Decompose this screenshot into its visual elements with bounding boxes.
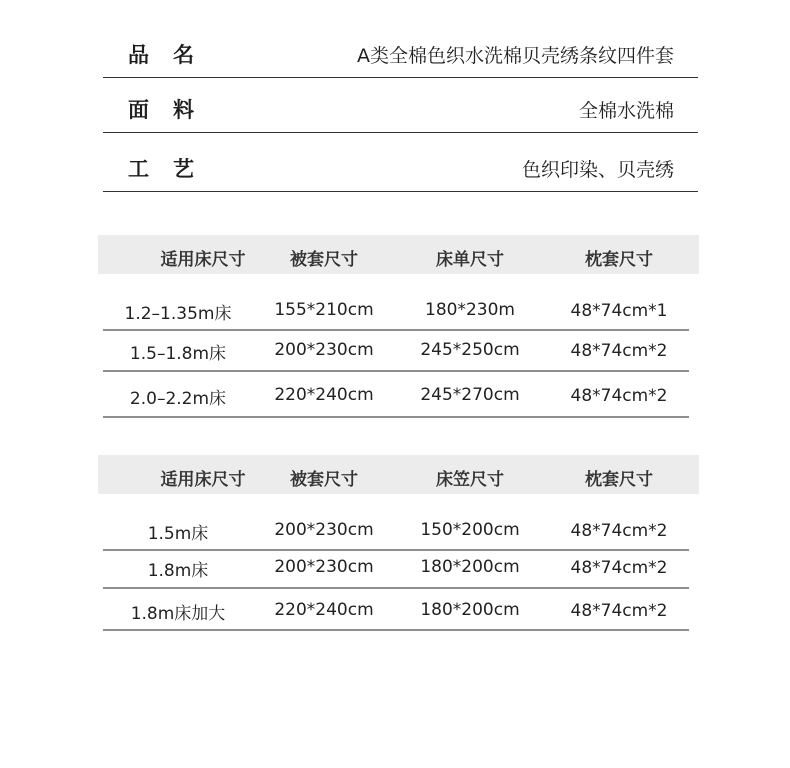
spec-key: 面料 (128, 98, 218, 122)
table-cell: 48*74cm*2 (570, 386, 668, 406)
table-cell: 220*240cm (274, 600, 374, 620)
table-cell: 1.8m床加大 (130, 604, 226, 624)
spec-value: 色织印染、贝壳绣 (521, 159, 674, 181)
spec-row-name (103, 38, 698, 78)
table-cell: 180*230m (425, 300, 515, 320)
table-row (103, 589, 689, 631)
table-cell: 155*210cm (274, 300, 374, 320)
table-cell: 1.8m床 (147, 561, 209, 581)
spec-row-craft (103, 151, 698, 192)
table-row (103, 551, 689, 589)
table-cell: 1.2–1.35m床 (124, 304, 232, 324)
table-cell: 48*74cm*2 (570, 601, 668, 621)
spec-row-fabric (103, 95, 698, 133)
table-cell: 2.0–2.2m床 (129, 389, 227, 409)
header-cell: 被套尺寸 (290, 250, 358, 270)
table-cell: 200*230cm (274, 520, 374, 540)
table-cell: 48*74cm*2 (570, 341, 668, 361)
table-cell: 220*240cm (274, 385, 374, 405)
size-table-sheet (98, 235, 699, 420)
spec-key: 工艺 (128, 157, 218, 181)
table-cell: 200*230cm (274, 557, 374, 577)
spec-value: A类全棉色织水洗棉贝壳绣条纹四件套 (357, 45, 674, 67)
header-cell: 床笠尺寸 (436, 470, 504, 490)
header-cell: 枕套尺寸 (585, 250, 653, 270)
table-cell: 48*74cm*1 (570, 301, 668, 321)
size-table-fitted (98, 455, 699, 635)
table-row (103, 372, 689, 418)
table-row (103, 507, 689, 551)
header-cell: 床单尺寸 (436, 250, 504, 270)
table-cell: 180*200cm (420, 600, 520, 620)
table-cell: 1.5m床 (147, 524, 209, 544)
header-cell: 适用床尺寸 (160, 470, 246, 490)
table-cell: 245*270cm (420, 385, 520, 405)
spec-value: 全棉水洗棉 (578, 100, 674, 122)
header-cell: 枕套尺寸 (585, 470, 653, 490)
table-cell: 48*74cm*2 (570, 521, 668, 541)
table-cell: 1.5–1.8m床 (129, 344, 227, 364)
table-header (98, 235, 699, 274)
spec-key: 品名 (128, 43, 218, 67)
table-cell: 180*200cm (420, 557, 520, 577)
table-cell: 200*230cm (274, 340, 374, 360)
table-cell: 48*74cm*2 (570, 558, 668, 578)
table-row (103, 287, 689, 331)
table-header (98, 455, 699, 494)
header-cell: 适用床尺寸 (160, 250, 246, 270)
table-row (103, 331, 689, 372)
table-cell: 150*200cm (420, 520, 520, 540)
header-cell: 被套尺寸 (290, 470, 358, 490)
table-cell: 245*250cm (420, 340, 520, 360)
